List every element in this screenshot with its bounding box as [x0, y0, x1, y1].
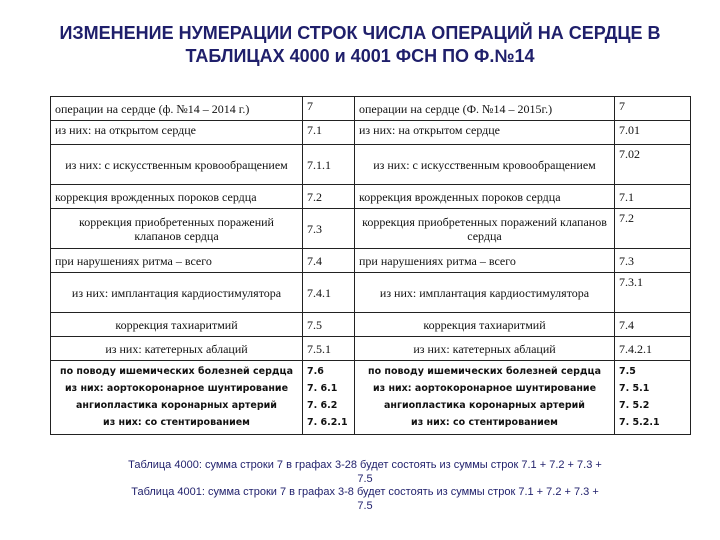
right-number: 7.01	[615, 121, 691, 145]
table-row	[51, 209, 691, 249]
left-ischemic-line: из них: со стентированием	[103, 417, 250, 428]
left-number: 7.5.1	[303, 337, 355, 361]
right-label: из них: катетерных аблаций	[355, 337, 615, 361]
left-label: из них: с искусственным кровообращением	[51, 145, 303, 185]
table-row	[51, 361, 691, 435]
table-row	[51, 249, 691, 273]
right-number: 7.4	[615, 313, 691, 337]
left-number: 7.5	[303, 313, 355, 337]
right-ischemic-line: из них: аортокоронарное шунтирование	[372, 383, 597, 394]
table-row	[51, 97, 691, 121]
right-label: коррекция тахиаритмий	[355, 313, 615, 337]
right-label: коррекция врожденных пороков сердца	[355, 185, 615, 209]
left-label: операции на сердце (ф. №14 – 2014 г.)	[51, 97, 303, 121]
left-number: 7.2	[303, 185, 355, 209]
right-ischemic-block	[355, 361, 615, 435]
right-ischemic-number: 7. 5.1	[619, 383, 650, 394]
right-ischemic-line: ангиопластика коронарных артерий	[384, 400, 585, 411]
table-row	[51, 313, 691, 337]
left-ischemic-line: по поводу ишемических болезней сердца	[60, 366, 293, 377]
left-label: коррекция врожденных пороков сердца	[51, 185, 303, 209]
left-number: 7	[303, 97, 355, 121]
table-row	[51, 337, 691, 361]
right-ischemic-numbers	[615, 361, 691, 435]
left-ischemic-block	[51, 361, 303, 435]
right-number: 7.4.2.1	[615, 337, 691, 361]
title-line-1: ИЗМЕНЕНИЕ НУМЕРАЦИИ СТРОК ЧИСЛА ОПЕРАЦИЙ НА СЕРДЦЕ В	[59, 23, 661, 43]
left-label: из них: на открытом сердце	[51, 121, 303, 145]
right-number: 7.3	[615, 249, 691, 273]
title-line-2: ТАБЛИЦАХ 4000 и 4001 ФСН ПО Ф.№14	[185, 46, 535, 66]
right-ischemic-number: 7. 5.2	[619, 400, 650, 411]
left-ischemic-number: 7. 6.2	[307, 400, 338, 411]
left-number: 7.4.1	[303, 273, 355, 313]
right-label: операции на сердце (Ф. №14 – 2015г.)	[355, 97, 615, 121]
right-number: 7.2	[615, 209, 691, 249]
left-ischemic-number: 7. 6.1	[307, 383, 338, 394]
right-label: коррекция приобретенных поражений клапанов сердца	[355, 209, 615, 249]
right-number: 7.1	[615, 185, 691, 209]
left-ischemic-line: ангиопластика коронарных артерий	[76, 400, 277, 411]
footer-line: Таблица 4001: сумма строки 7 в графах 3-8 будет состоять из суммы строк 7.1 + 7.2 + 7.3 +	[131, 486, 599, 498]
left-number: 7.1.1	[303, 145, 355, 185]
right-label: из них: с искусственным кровообращением	[355, 145, 615, 185]
left-ischemic-number: 7.6	[307, 366, 324, 377]
footer-line: Таблица 4000: сумма строки 7 в графах 3-28 будет состоять из суммы строк 7.1 + 7.2 + 7.3 +	[128, 459, 602, 471]
numbering-table	[50, 96, 691, 435]
right-label: из них: на открытом сердце	[355, 121, 615, 145]
table-row	[51, 273, 691, 313]
right-ischemic-line: по поводу ишемических болезней сердца	[368, 366, 601, 377]
right-number: 7	[615, 97, 691, 121]
left-number: 7.4	[303, 249, 355, 273]
left-ischemic-numbers	[303, 361, 355, 435]
table-row	[51, 185, 691, 209]
right-ischemic-line: из них: со стентированием	[411, 417, 558, 428]
left-ischemic-number: 7. 6.2.1	[307, 417, 348, 428]
left-label: коррекция приобретенных поражений клапанов сердца	[51, 209, 303, 249]
page-title	[20, 22, 700, 68]
left-number: 7.3	[303, 209, 355, 249]
left-label: из них: катетерных аблаций	[51, 337, 303, 361]
right-label: при нарушениях ритма – всего	[355, 249, 615, 273]
left-ischemic-line: из них: аортокоронарное шунтирование	[64, 383, 289, 394]
footer-line: 7.5	[357, 499, 373, 512]
footer-note	[60, 459, 670, 513]
table-row	[51, 145, 691, 185]
left-label: при нарушениях ритма – всего	[51, 249, 303, 273]
right-label: из них: имплантация кардиостимулятора	[355, 273, 615, 313]
left-label: коррекция тахиаритмий	[51, 313, 303, 337]
right-number: 7.02	[615, 145, 691, 185]
footer-line: 7.5	[357, 472, 373, 485]
right-number: 7.3.1	[615, 273, 691, 313]
table-row	[51, 121, 691, 145]
left-number: 7.1	[303, 121, 355, 145]
left-label: из них: имплантация кардиостимулятора	[51, 273, 303, 313]
right-ischemic-number: 7. 5.2.1	[619, 417, 660, 428]
right-ischemic-number: 7.5	[619, 366, 636, 377]
